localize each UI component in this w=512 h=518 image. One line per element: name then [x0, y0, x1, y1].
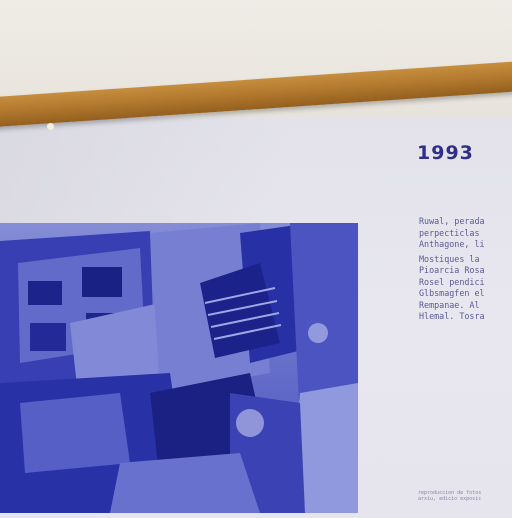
footnote-line: reproduccion de fotos — [418, 490, 482, 496]
paragraph-1 — [419, 216, 512, 251]
text-line: perpecticlas — [419, 227, 480, 238]
text-line: Anthagone, li — [419, 239, 485, 249]
poster-footnote — [418, 490, 512, 502]
text-line: Hlemal. Tosra — [419, 311, 485, 321]
footnote-line: arxiu, edicio exposic — [418, 496, 482, 502]
poster-year: 1993 — [417, 142, 474, 164]
poster-body-text — [419, 216, 512, 326]
text-line: Rosel pendici — [419, 276, 485, 287]
ruined-building-photo — [0, 223, 358, 513]
text-line: Rempanae. Al — [419, 299, 480, 310]
text-line: Mostiques la — [419, 253, 480, 264]
text-line: Pioarcia Rosa — [419, 265, 485, 275]
text-line: Glbsmagfen el — [419, 288, 485, 298]
paragraph-2 — [419, 254, 512, 323]
nail-head — [47, 123, 54, 130]
text-line: Ruwal, perada — [419, 216, 485, 226]
